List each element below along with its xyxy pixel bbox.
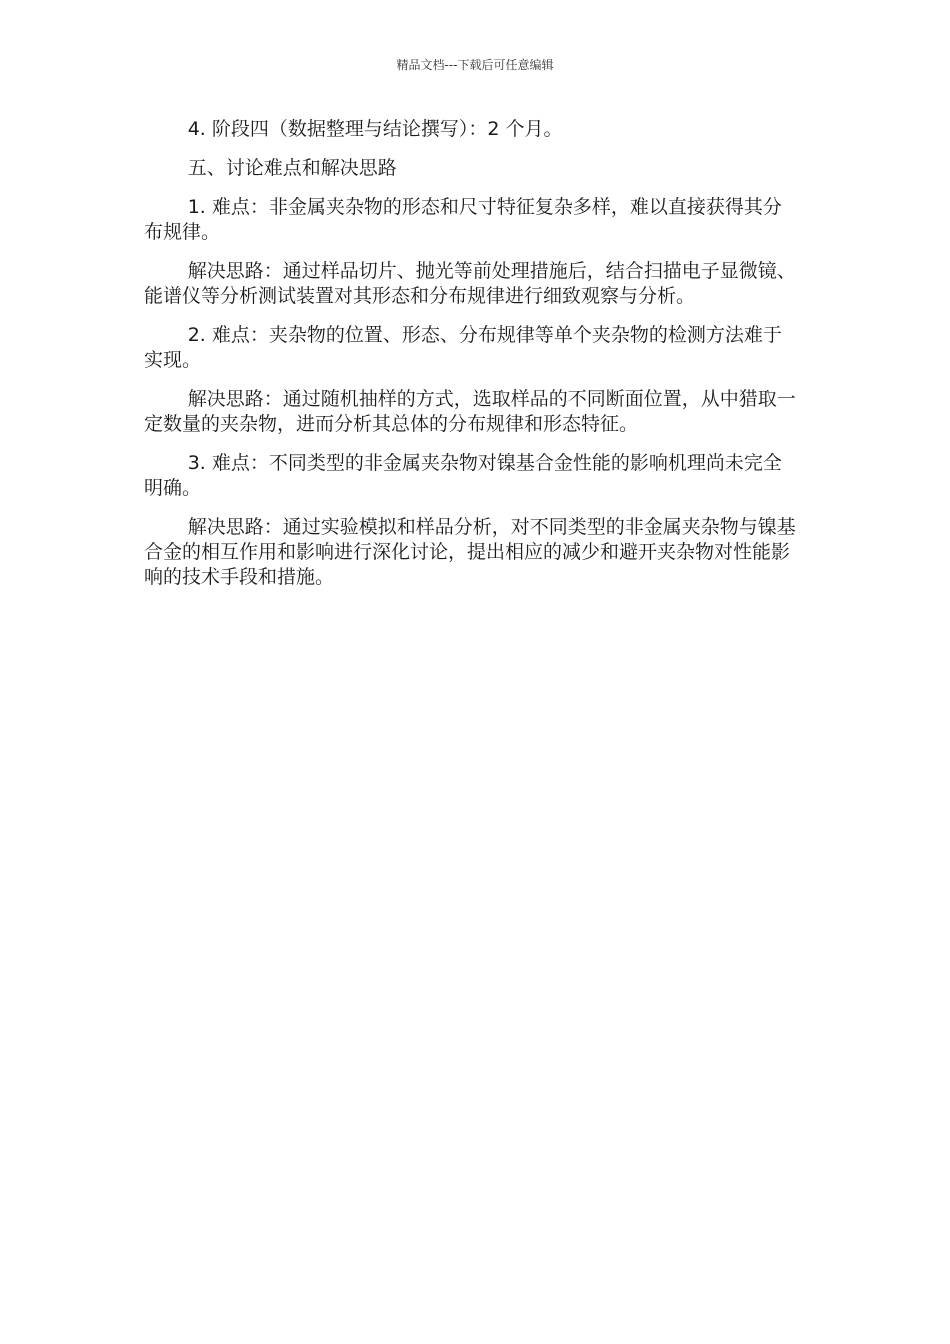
paragraph-difficulty-1: 1. 难点：非金属夹杂物的形态和尺寸特征复杂多样，难以直接获得其分布规律。	[144, 196, 782, 243]
page-header: 精品文档---下载后可任意编辑	[396, 58, 554, 72]
paragraph-solution-2: 解决思路：通过随机抽样的方式，选取样品的不同断面位置，从中猎取一定数量的夹杂物，进而分析其总体的分布规律和形态特征。	[144, 388, 796, 435]
section-heading-difficulties: 五、讨论难点和解决思路	[187, 157, 397, 179]
document-body	[144, 117, 800, 604]
paragraph-difficulty-3: 3. 难点：不同类型的非金属夹杂物对镍基合金性能的影响机理尚未完全明确。	[144, 452, 782, 499]
paragraph-stage-four: 4. 阶段四（数据整理与结论撰写）：2 个月。	[187, 118, 563, 140]
paragraph-solution-1: 解决思路：通过样品切片、抛光等前处理措施后，结合扫描电子显微镜、能谱仪等分析测试装置对其形态和分布规律进行细致观察与分析。	[144, 260, 796, 307]
paragraph-difficulty-2: 2. 难点：夹杂物的位置、形态、分布规律等单个夹杂物的检测方法难于实现。	[144, 324, 782, 371]
paragraph-solution-3: 解决思路：通过实验模拟和样品分析，对不同类型的非金属夹杂物与镍基合金的相互作用和影响进行深化讨论，提出相应的减少和避开夹杂物对性能影响的技术手段和措施。	[144, 516, 796, 588]
